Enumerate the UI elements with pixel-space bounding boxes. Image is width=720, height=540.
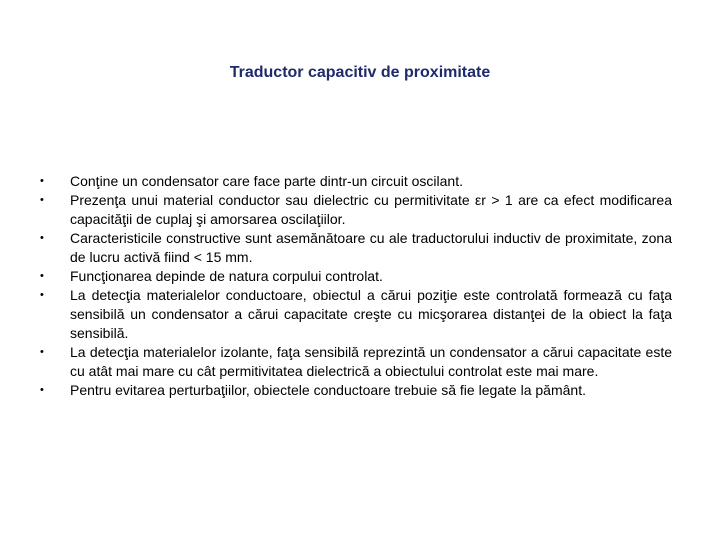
bullet-icon: • (40, 289, 44, 301)
bullet-text: La detecţia materialelor izolante, faţa sensibilă reprezintă un condensator a cărui capacitate este cu atât mai mare cu cât permitivitatea dielectrică a obiectului controlat este mai mare. (70, 344, 672, 379)
bullet-icon: • (40, 194, 44, 206)
bullet-icon: • (40, 270, 44, 282)
bullet-item-1 (40, 172, 672, 191)
bullet-item-3 (40, 229, 672, 267)
bullet-text: Prezenţa unui material conductor sau dielectric cu permitivitate εr > 1 are ca efect modificarea capacităţii de cuplaj şi amorsarea oscilaţiilor. (70, 192, 672, 227)
bullet-icon: • (40, 384, 44, 396)
bullet-item-5 (40, 286, 672, 343)
bullet-item-4 (40, 267, 672, 286)
bullet-text: Funcţionarea depinde de natura corpului controlat. (70, 268, 383, 284)
bullet-text: Pentru evitarea perturbaţiilor, obiectele conductoare trebuie să fie legate la pământ. (70, 382, 586, 398)
bullet-text: Conţine un condensator care face parte dintr-un circuit oscilant. (70, 173, 463, 189)
bullet-item-6 (40, 343, 672, 381)
slide-title: Traductor capacitiv de proximitate (229, 64, 491, 81)
bullet-list (40, 172, 672, 400)
bullet-icon: • (40, 346, 44, 358)
bullet-text: La detecţia materialelor conductoare, obiectul a cărui poziţie este controlată formează cu faţa sensibilă un condensator a cărui capacitate creşte cu micşorarea distanţei de la obiect la faţa sensibilă. (70, 287, 672, 341)
bullet-icon: • (40, 175, 44, 187)
bullet-item-2 (40, 191, 672, 229)
bullet-text: Caracteristicile constructive sunt asemănătoare cu ale traductorului inductiv de proximitate, zona de lucru activă fiind < 15 mm. (70, 230, 672, 265)
bullet-item-7 (40, 381, 672, 400)
bullet-icon: • (40, 232, 44, 244)
